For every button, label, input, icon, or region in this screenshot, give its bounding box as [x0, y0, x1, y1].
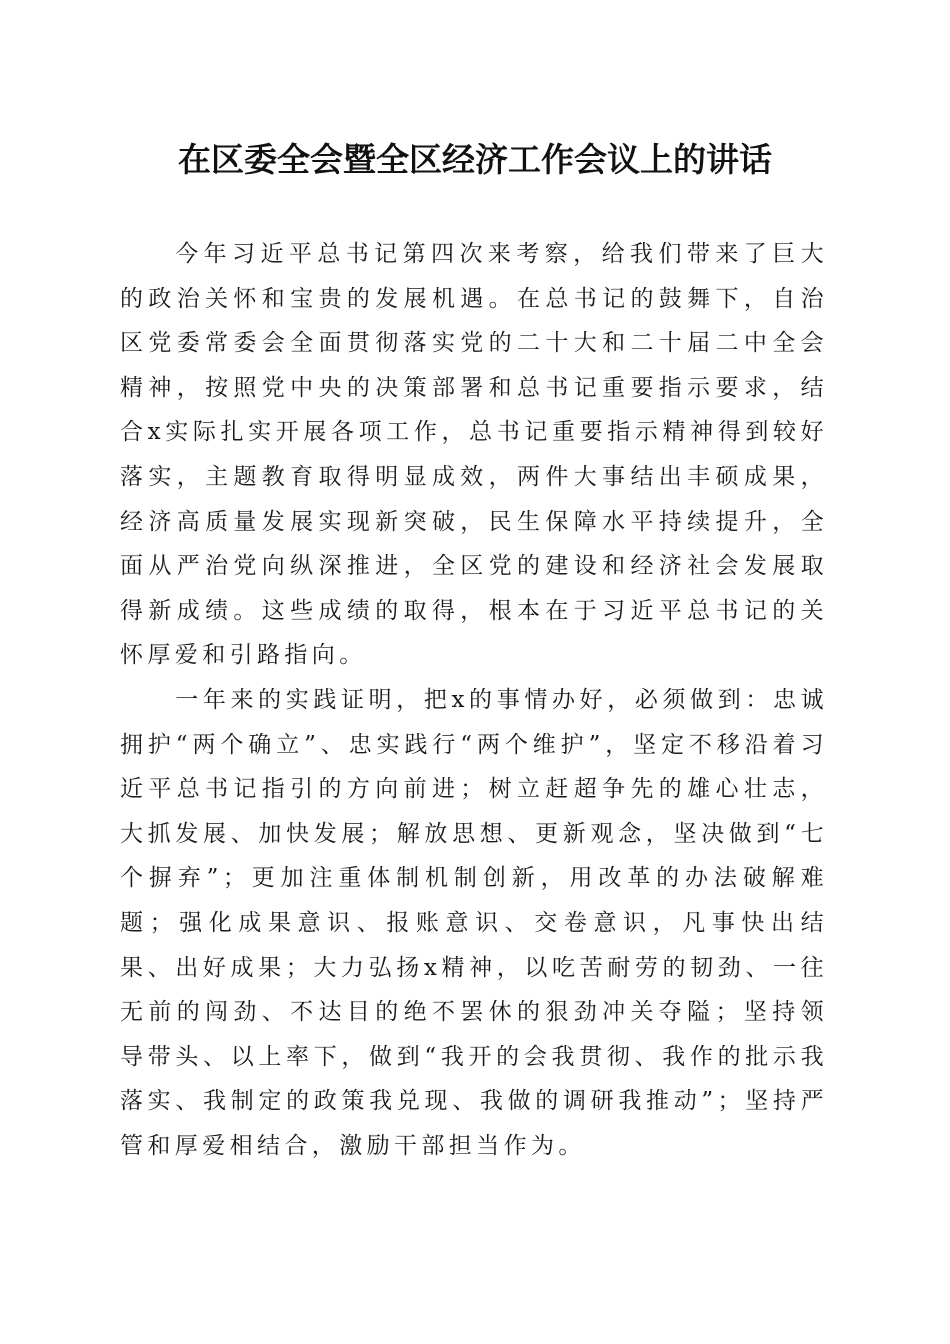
document-body: [120, 232, 828, 1168]
paragraph-2: 一年来的实践证明，把x的事情办好，必须做到：忠诚拥护“两个确立”、忠实践行“两个维护”，坚定不移沿着习近平总书记指引的方向前进；树立赶超争先的雄心壮志，大抓发展、加快发展；解放思想、更新观念，坚决做到“七个摒弃”；更加注重体制机制创新，用改革的办法破解难题；强化成果意识、报账意识、交卷意识，凡事快出结果、出好成果；大力弘扬x精神，以吃苦耐劳的韧劲、一往无前的闯劲、不达目的绝不罢休的狠劲冲关夺隘；坚持领导带头、以上率下，做到“我开的会我贯彻、我作的批示我落实、我制定的政策我兑现、我做的调研我推动”；坚持严管和厚爱相结合，激励干部担当作为。: [120, 686, 828, 1159]
paragraph-1: 今年习近平总书记第四次来考察，给我们带来了巨大的政治关怀和宝贵的发展机遇。在总书记的鼓舞下，自治区党委常委会全面贯彻落实党的二十大和二十届二中全会精神，按照党中央的决策部署和总书记重要指示要求，结合x实际扎实开展各项工作，总书记重要指示精神得到较好落实，主题教育取得明显成效，两件大事结出丰硕成果，经济高质量发展实现新突破，民生保障水平持续提升，全面从严治党向纵深推进，全区党的建设和经济社会发展取得新成绩。这些成绩的取得，根本在于习近平总书记的关怀厚爱和引路指向。: [120, 241, 828, 669]
document-title: 在区委全会暨全区经济工作会议上的讲话: [178, 140, 772, 179]
